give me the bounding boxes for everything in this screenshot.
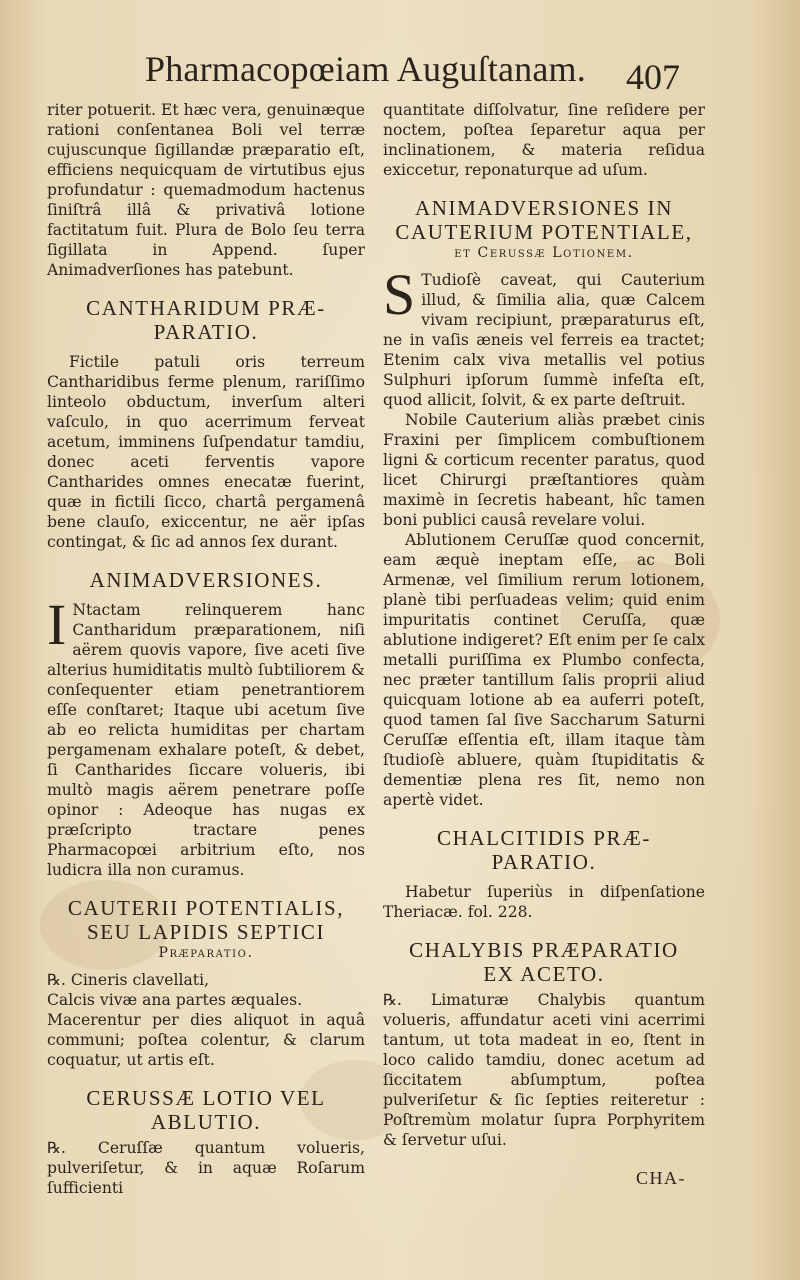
paragraph-nobile: Nobile Cauterium aliàs præbet cinis Fraxini per ſimplicem combuſtionem ligni & corticum recenter paratus, quod licet Chirurgi præſtantiores quàm maximè in ſecretis habeant, hîc tamen boni publici causâ revelare volui. xyxy=(383,411,705,529)
page-number: 407 xyxy=(626,57,680,97)
section-subheading: Præparatio. xyxy=(158,945,254,961)
section-heading-animadversiones-in: ANIMADVERSIONES IN xyxy=(414,196,674,220)
section-heading-cerussae: CERUSSÆ LOTIO VEL xyxy=(86,1086,326,1110)
paragraph-studiose xyxy=(383,262,705,410)
drop-cap: S xyxy=(383,262,416,327)
paragraph-cauterii: Macerentur per dies aliquot in aquâ communi; poſtea colentur, & clarum coquatur, ut artis eſt. xyxy=(47,1011,365,1069)
section-heading-chalcitidis-line2: PARATIO. xyxy=(491,850,597,874)
section-heading-chalcitidis: CHALCITIDIS PRÆ- xyxy=(436,826,652,850)
recipe-line: ℞. Cineris clavellati, xyxy=(47,971,210,989)
section-heading-animadversiones: ANIMADVERSIONES. xyxy=(89,568,323,592)
left-column xyxy=(47,100,365,1198)
drop-cap: I xyxy=(47,592,67,657)
recipe-line: Calcis vivæ ana partes æquales. xyxy=(47,991,303,1009)
section-heading-cauterii: CAUTERII POTENTIALIS, xyxy=(67,896,345,920)
continued-paragraph: quantitate diſſolvatur, ſine reſidere per noctem, poſtea ſeparetur aqua per inclinationem, & materia reſidua exiccetur, reponaturque ad uſum. xyxy=(383,101,705,179)
running-title: Pharmacopœiam Auguſtanam. xyxy=(145,49,586,89)
section-heading-cerussae-line2: ABLUTIO. xyxy=(150,1110,262,1134)
catchword: CHA- xyxy=(636,1168,686,1188)
section-subheading: et Cerussæ Lotionem. xyxy=(454,245,634,261)
paragraph-text: Ntactam relinquerem hanc Cantharidum præparationem, niſi aërem quovis vapore, ſive aceti ſive alterius humiditatis multò ſubtiliorem & conſequenter etiam penetrantiorem eſſe conſtaret; Itaque ubi acetum ſive ab eo relicta humiditas per chartam pergamenam exhalare poteſt, & debet, ſi Cantharides ſiccare volueris, ibi multò magis aërem penetrare poſſe opinor : Adeoque has nugas ex præſcripto tractare penes Pharmacopœi arbitrium eſto, nos ludicra illa non curamus. xyxy=(47,601,365,879)
paragraph-cerussae: ℞. Ceruſſæ quantum volueris, pulveriſetur, & in aquæ Roſarum ſufficienti xyxy=(47,1139,365,1197)
section-heading-chalybis-line2: EX ACETO. xyxy=(483,962,605,986)
section-heading-animadversiones-in-line2: CAUTERIUM POTENTIALE, xyxy=(395,220,693,244)
paragraph-animadversiones xyxy=(47,592,365,880)
paragraph-cantharidum: Fictile patuli oris terreum Cantharidibus ferme plenum, rariſſimo linteolo obductum, inverſum alteri vaſculo, in quo acerrimum ferveat acetum, imminens ſuſpendatur tamdiu, donec aceti ferventis vapore Cantharides omnes enecatæ fuerint, quæ in fictili ſicco, chartâ pergamenâ bene clauſo, exiccentur, ne aër ipſas contingat, & ſic ad annos ſex durant. xyxy=(47,353,365,551)
right-column xyxy=(383,100,705,1150)
section-heading-chalybis: CHALYBIS PRÆPARATIO xyxy=(409,938,679,962)
paragraph-chalybis: ℞. Limaturæ Chalybis quantum volueris, affundatur aceti vini acerrimi tantum, ut tota madeat in eo, ſtent in loco calido tamdiu, donec acetum ad ſiccitatem abſumptum, poſtea pulveriſetur & ſic ſepties reiteretur : Poſtremùm molatur ſupra Porphyritem & ſervetur uſui. xyxy=(383,991,705,1149)
continued-paragraph: riter potuerit. Et hæc vera, genuinæque rationi conſentanea Boli vel terræ cujuscunque ſigillandæ præparatio eſt, efficiens nequicquam de virtutibus ejus profundatur : quemadmodum hactenus ſiniſtrâ illâ & privativâ lotione factitatum fuit. Plura de Bolo ſeu terra ſigillata in Append. ſuper Animadverſiones has patebunt. xyxy=(47,101,365,279)
section-heading-cantharidum: CANTHARIDUM PRÆ- xyxy=(86,296,326,320)
section-heading-cauterii-line2: SEU LAPIDIS SEPTICI xyxy=(86,920,326,944)
page-header xyxy=(0,38,800,108)
paragraph-chalcitidis: Habetur ſuperiùs in diſpenſatione Theriacæ. fol. 228. xyxy=(383,883,705,921)
section-heading-cantharidum-line2: PARATIO. xyxy=(153,320,259,344)
paragraph-text: Tudioſè caveat, qui Cauterium illud, & ſimilia alia, quæ Calcem vivam recipiunt, præparaturus eſt, ne in vaſis æneis vel ferreis ea tractet; Etenim calx viva metallis vel potius Sulphuri ipſorum ſummè infeſta eſt, quod allicit, ſolvit, & ex parte deſtruit. xyxy=(383,271,705,409)
paragraph-ablutionem: Ablutionem Ceruſſæ quod concernit, eam æquè ineptam eſſe, ac Boli Armenæ, vel ſimilium rerum lotionem, planè tibi perſuadeas velim; quid enim impuritatis continet Ceruſſa, quæ ablutione indigeret? Eſt enim per ſe calx metalli puriſſima ex Plumbo confecta, nec præter tantillum ſalis proprii aliud quicquam lotione ab ea auferri poteſt, quod tamen ſal ſive Saccharum Saturni Ceruſſæ eſſentia eſt, illam itaque tàm ſtudioſè abluere, quàm ſtupiditatis & dementiæ plena res ſit, nemo non apertè videt. xyxy=(383,531,705,809)
